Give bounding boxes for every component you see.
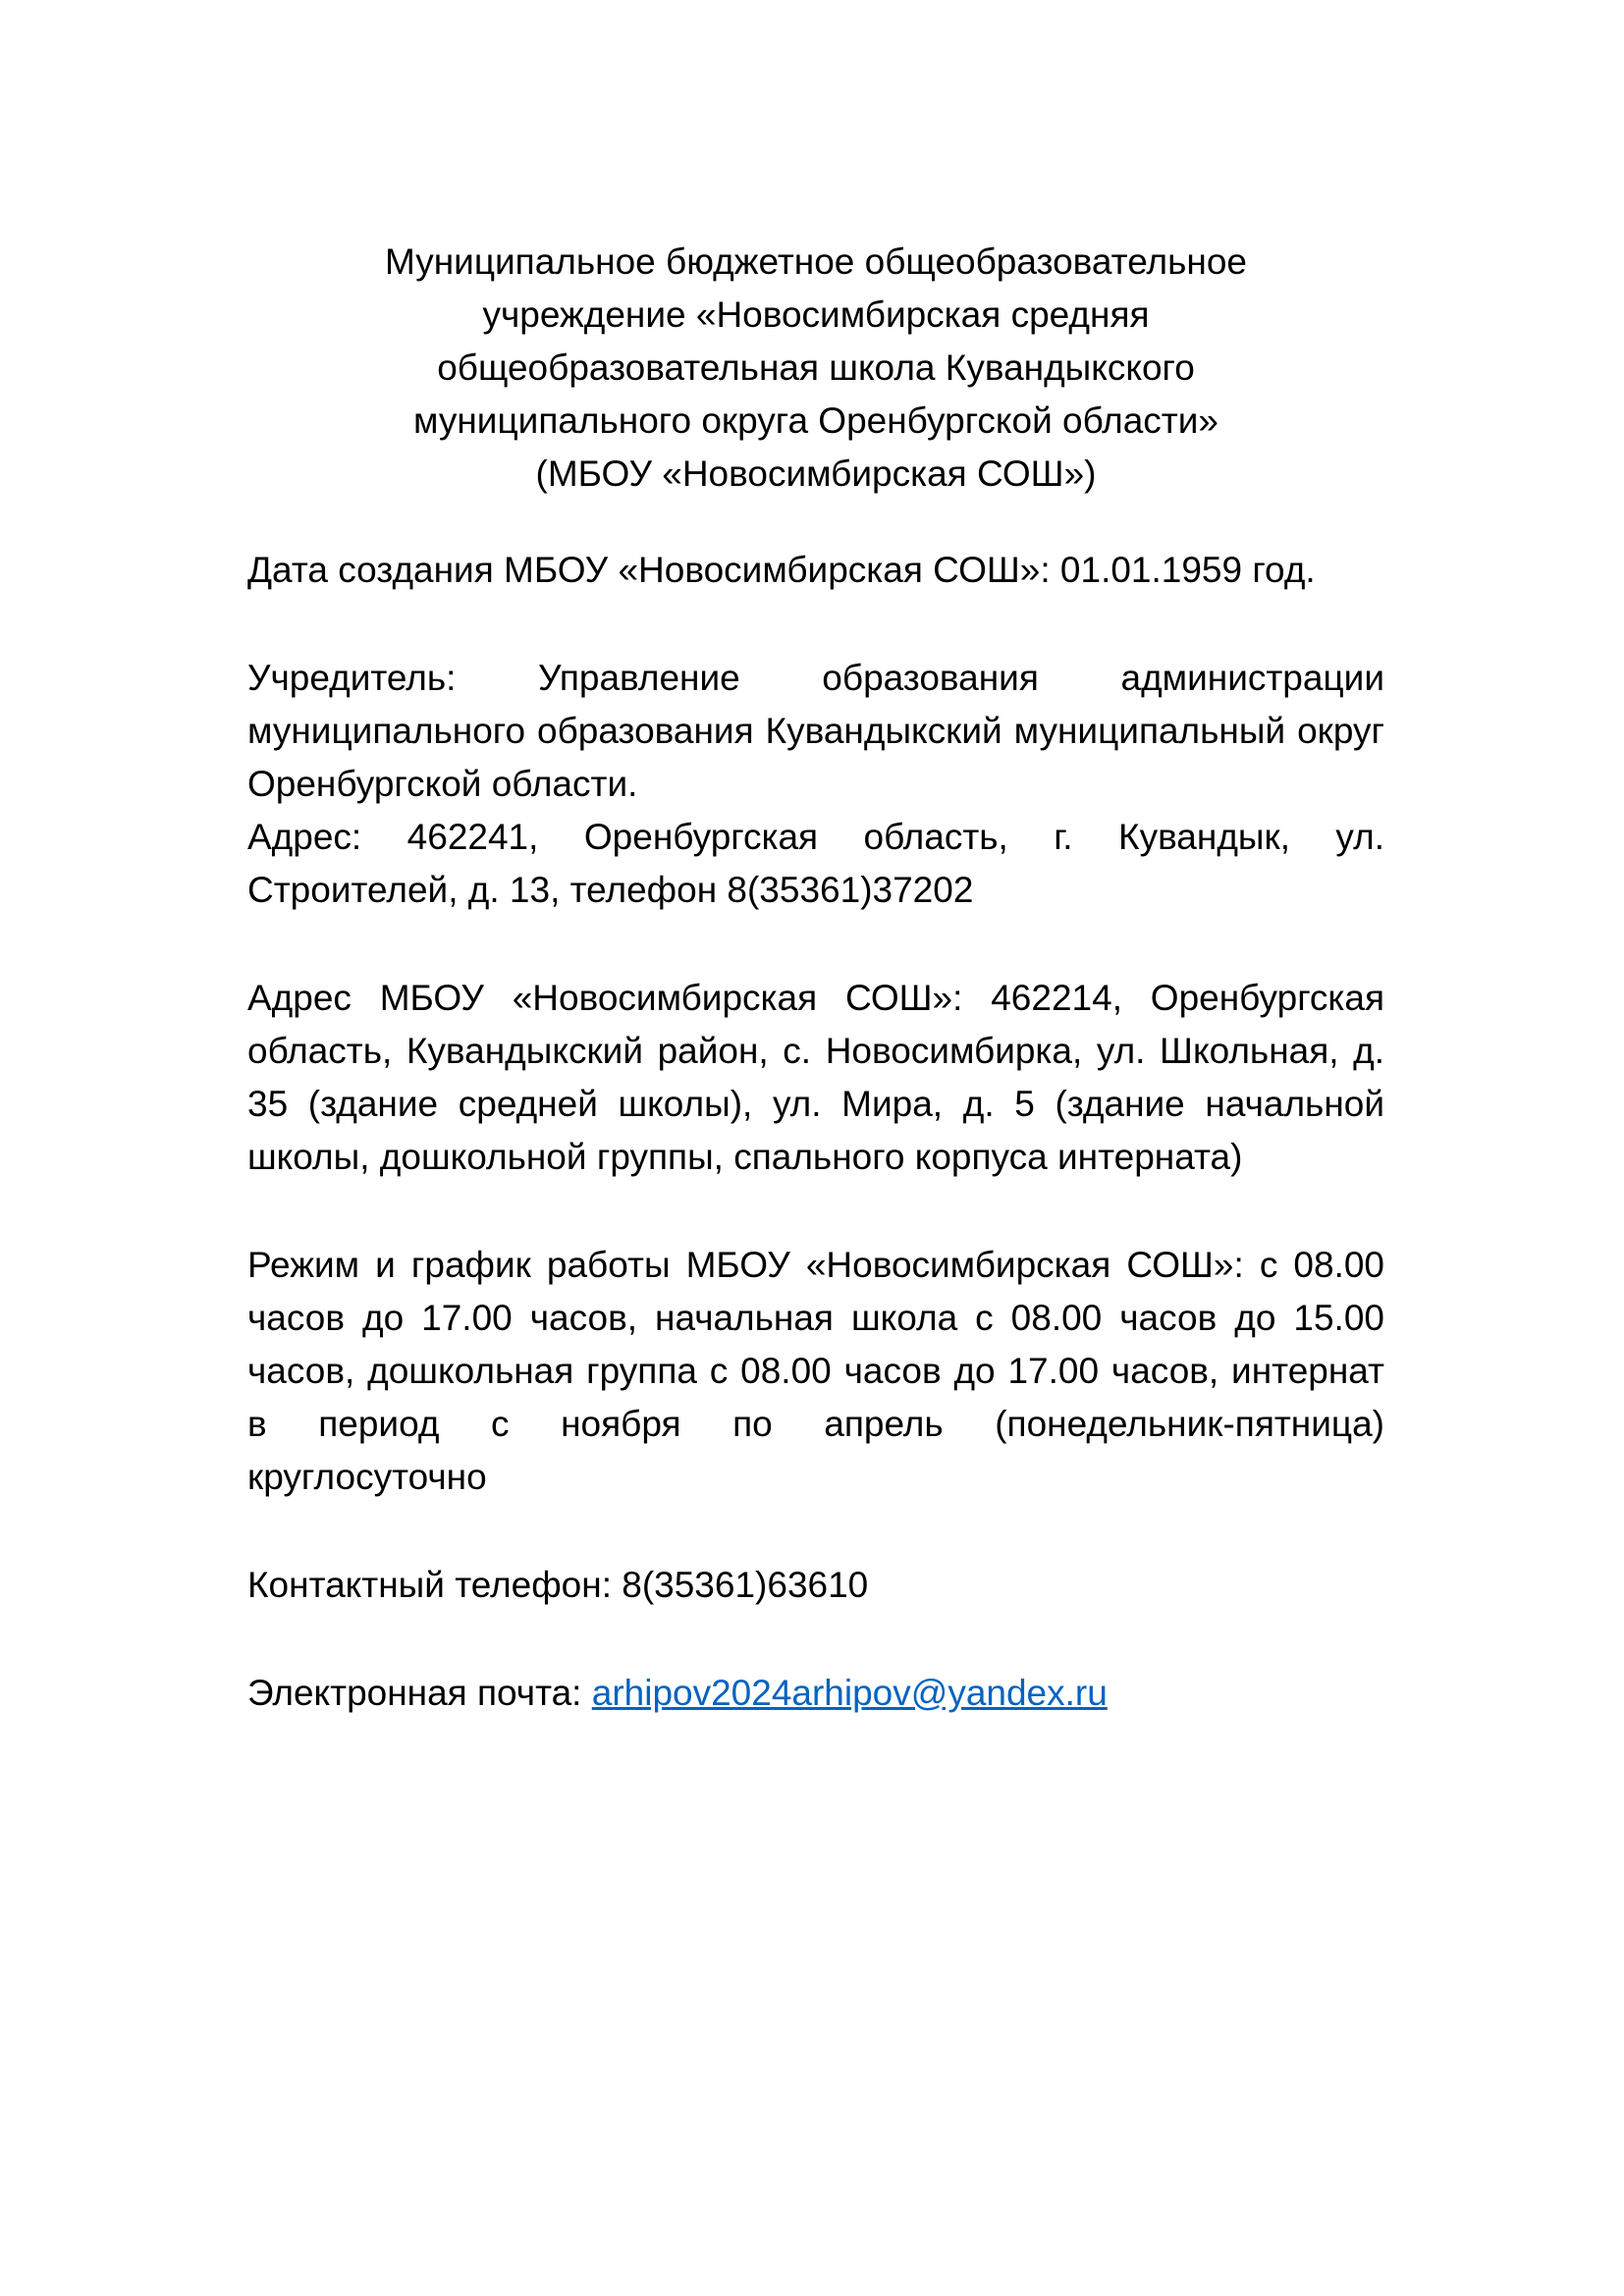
title-line-3: общеобразовательная школа Кувандыкского (437, 347, 1195, 388)
document-page (247, 236, 1384, 1775)
email-label: Электронная почта: (247, 1673, 592, 1713)
document-title (247, 236, 1384, 501)
schedule-paragraph: Режим и график работы МБОУ «Новосимбирская СОШ»: с 08.00 часов до 17.00 часов, начальная школа с 08.00 часов до 15.00 часов, дошкольная группа с 08.00 часов до 17.00 часов, интернат в период с ноября по апрель (понедельник-пятница) круглосуточно (247, 1245, 1384, 1497)
email-paragraph (247, 1667, 1384, 1720)
title-line-4: муниципального округа Оренбургской области» (413, 400, 1218, 441)
title-line-2: учреждение «Новосимбирская средняя (482, 294, 1150, 335)
email-link[interactable]: arhipov2024arhipov@yandex.ru (591, 1673, 1108, 1713)
title-line-1: Муниципальное бюджетное общеобразовательное (384, 241, 1248, 282)
founder-paragraph: Учредитель: Управление образования администрации муниципального образования Кувандыкский муниципальный округ Оренбургской области. (247, 658, 1384, 804)
creation-date-paragraph: Дата создания МБОУ «Новосимбирская СОШ»: 01.01.1959 год. (247, 550, 1316, 590)
title-line-5: (МБОУ «Новосимбирская СОШ») (535, 454, 1097, 494)
founder-address-paragraph: Адрес: 462241, Оренбургская область, г. Кувандык, ул. Строителей, д. 13, телефон 8(35361)37202 (247, 817, 1384, 910)
school-address-paragraph: Адрес МБОУ «Новосимбирская СОШ»: 462214, Оренбургская область, Кувандыкский район, с. Новосимбирка, ул. Школьная, д. 35 (здание средней школы), ул. Мира, д. 5 (здание начальной школы, дошкольной группы, спального корпуса интерната) (247, 978, 1384, 1177)
phone-paragraph: Контактный телефон: 8(35361)63610 (247, 1565, 869, 1605)
